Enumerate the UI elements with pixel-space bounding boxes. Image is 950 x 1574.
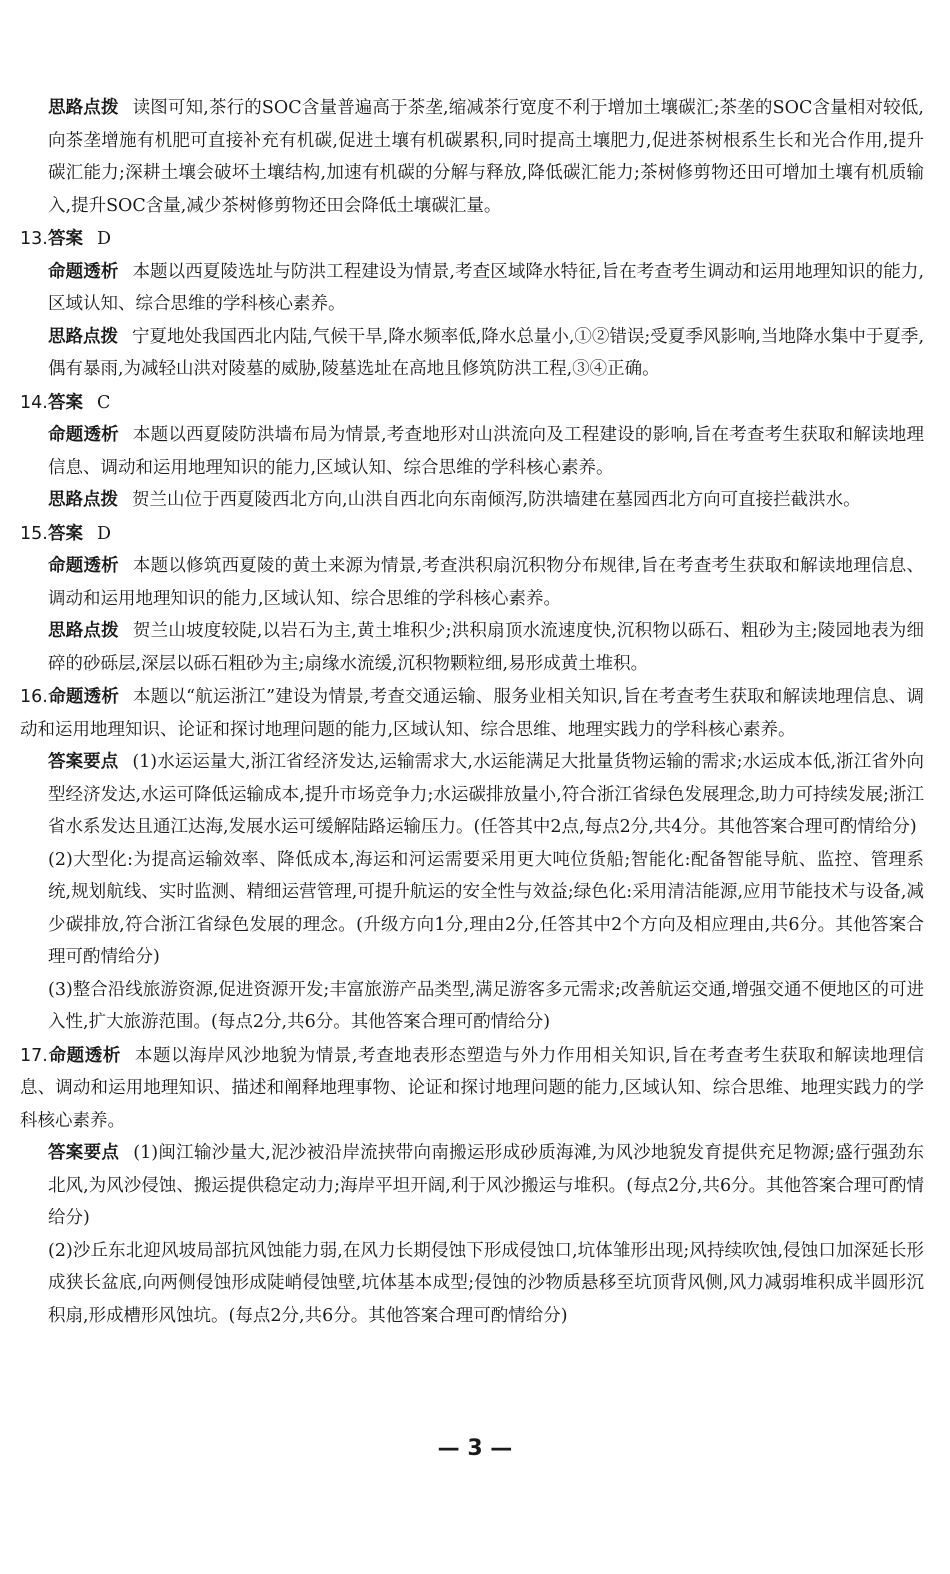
answer-value: D [97, 229, 112, 249]
q14-analysis [48, 484, 924, 517]
answer-label: 答案 [48, 392, 83, 413]
answer-key-page [20, 92, 925, 1333]
q14-block [20, 387, 925, 517]
intent-text: 本题以“航运浙江”建设为情景,考查交通运输、服务业相关知识,旨在考查考生获取和解读地理信息、调动和运用地理知识、论证和探讨地理问题的能力,区域认知、综合思维、地理实践力的学科核心素养。 [20, 687, 925, 740]
analysis-label: 思路点拨 [48, 490, 118, 510]
key-part3-text: (3)整合沿线旅游资源,促进资源开发;丰富旅游产品类型,满足游客多元需求;改善航运交通,增强交通不便地区的可进入性,扩大旅游范围。(每点2分,共6分。其他答案合理可酌情给分) [48, 979, 924, 1032]
q17-key-part1 [48, 1137, 924, 1235]
intent-text: 本题以西夏陵选址与防洪工程建设为情景,考查区域降水特征,旨在考查考生调动和运用地理知识的能力,区域认知、综合思维的学科核心素养。 [48, 261, 925, 314]
intent-label: 命题透析 [48, 687, 120, 707]
analysis-text: 贺兰山位于西夏陵西北方向,山洪自西北向东南倾泻,防洪墙建在墓园西北方向可直接拦截洪水。 [132, 490, 861, 510]
key-label: 答案要点 [48, 1143, 120, 1163]
q16-key-part1 [48, 746, 924, 844]
analysis-label: 思路点拨 [48, 326, 119, 347]
q13-block [20, 223, 925, 386]
analysis-label: 思路点拨 [48, 98, 119, 118]
analysis-text: 贺兰山坡度较陡,以岩石为主,黄土堆积少;洪积扇顶水流速度快,沉积物以砾石、粗砂为主;陵园地表为细碎的砂砾层,深层以砾石粗砂为主;扇缘水流缓,沉积物颗粒细,易形成黄土堆积。 [48, 621, 925, 674]
q15-intent [48, 550, 924, 615]
q14-answer-row [20, 387, 924, 420]
q14-intent [48, 419, 924, 484]
key-part1-text: (1)闽江输沙量大,泥沙被沿岸流挟带向南搬运形成砂质海滩,为风沙地貌发育提供充足物源;盛行强劲东北风,为风沙侵蚀、搬运提供稳定动力;海岸平坦开阔,利于风沙搬运与堆积。(每点2分,共6分。其他答案合理可酌情给分) [48, 1143, 925, 1228]
question-number: 17. [20, 1045, 48, 1066]
intent-text: 本题以西夏陵防洪墙布局为情景,考查地形对山洪流向及工程建设的影响,旨在考查考生获取和解读地理信息、调动和运用地理知识的能力,区域认知、综合思维的学科核心素养。 [48, 425, 925, 478]
answer-label: 答案 [48, 523, 83, 544]
key-label: 答案要点 [48, 752, 119, 772]
q13-intent [48, 256, 924, 321]
answer-value: D [97, 523, 112, 544]
question-number: 13. [20, 229, 48, 249]
intent-text: 本题以海岸风沙地貌为情景,考查地表形态塑造与外力作用相关知识,旨在考查考生获取和解读地理信息、调动和运用地理知识、描述和阐释地理事物、论证和探讨地理问题的能力,区域认知、综合思维、地理实践力的学科核心素养。 [20, 1045, 925, 1131]
intent-label: 命题透析 [48, 425, 119, 445]
intent-label: 命题透析 [48, 261, 119, 282]
intent-label: 命题透析 [48, 556, 119, 576]
q13-answer-row [20, 223, 924, 256]
q17-block [20, 1040, 925, 1333]
analysis-text: 读图可知,茶行的SOC含量普遍高于茶垄,缩减茶行宽度不利于增加土壤碳汇;茶垄的SOC含量相对较低,向茶垄增施有机肥可直接补充有机碳,促进土壤有机碳累积,同时提高土壤肥力,促进茶树根系生长和光合作用,提升碳汇能力;深耕土壤会破坏土壤结构,加速有机碳的分解与释放,降低碳汇能力;茶树修剪物还田可增加土壤有机质输入,提升SOC含量,减少茶树修剪物还田会降低土壤碳汇量。 [48, 98, 924, 216]
key-part1-text: (1)水运运量大,浙江省经济发达,运输需求大,水运能满足大批量货物运输的需求;水运成本低,浙江省外向型经济发达,水运可降低运输成本,提升市场竞争力;水运碳排放量小,符合浙江省绿色发展理念,助力可持续发展;浙江省水系发达且通江达海,发展水运可缓解陆路运输压力。(任答其中2点,每点2分,共4分。其他答案合理可酌情给分) [48, 752, 925, 837]
q17-key-part2 [48, 1235, 924, 1333]
q12-analysis [48, 92, 924, 222]
key-part2-text: (2)大型化:为提高运输效率、降低成本,海运和河运需要采用更大吨位货船;智能化:配备智能导航、监控、管理系统,规划航线、实时监测、精细运营管理,可提升航运的安全性与效益;绿色化:采用清洁能源,应用节能技术与设备,减少碳排放,符合浙江省绿色发展的理念。(升级方向1分,理由2分,任答其中2个方向及相应理由,共6分。其他答案合理可酌情给分) [48, 849, 924, 967]
q15-analysis [48, 615, 924, 680]
answer-value: C [97, 392, 111, 413]
question-number: 15. [20, 523, 48, 544]
q16-block [20, 681, 925, 1039]
q15-block [20, 518, 925, 681]
intent-text: 本题以修筑西夏陵的黄土来源为情景,考查洪积扇沉积物分布规律,旨在考查考生获取和解读地理信息、调动和运用地理知识的能力,区域认知、综合思维的学科核心素养。 [48, 556, 925, 609]
q13-analysis [48, 321, 924, 386]
analysis-label: 思路点拨 [48, 621, 119, 641]
q16-key-part3 [48, 974, 924, 1039]
answer-label: 答案 [48, 229, 83, 249]
q17-intent [20, 1040, 924, 1138]
page-number: — 3 — [437, 1436, 513, 1461]
q15-answer-row [20, 518, 924, 551]
question-number: 16. [20, 687, 48, 707]
q16-intent [20, 681, 924, 746]
key-part2-text: (2)沙丘东北迎风坡局部抗风蚀能力弱,在风力长期侵蚀下形成侵蚀口,坑体雏形出现;风持续吹蚀,侵蚀口加深延长形成狭长盆底,向两侧侵蚀形成陡峭侵蚀壁,坑体基本成型;侵蚀的沙物质悬移至坑顶背风侧,风力减弱堆积成半圆形沉积扇,形成槽形风蚀坑。(每点2分,共6分。其他答案合理可酌情给分) [48, 1240, 924, 1326]
intent-label: 命题透析 [48, 1045, 121, 1066]
analysis-text: 宁夏地处我国西北内陆,气候干旱,降水频率低,降水总量小,①②错误;受夏季风影响,当地降水集中于夏季,偶有暴雨,为减轻山洪对陵墓的威胁,陵墓选址在高地且修筑防洪工程,③④正确。 [48, 326, 925, 379]
q12-block [48, 92, 924, 222]
question-number: 14. [20, 392, 48, 413]
q16-key-part2 [48, 844, 924, 974]
